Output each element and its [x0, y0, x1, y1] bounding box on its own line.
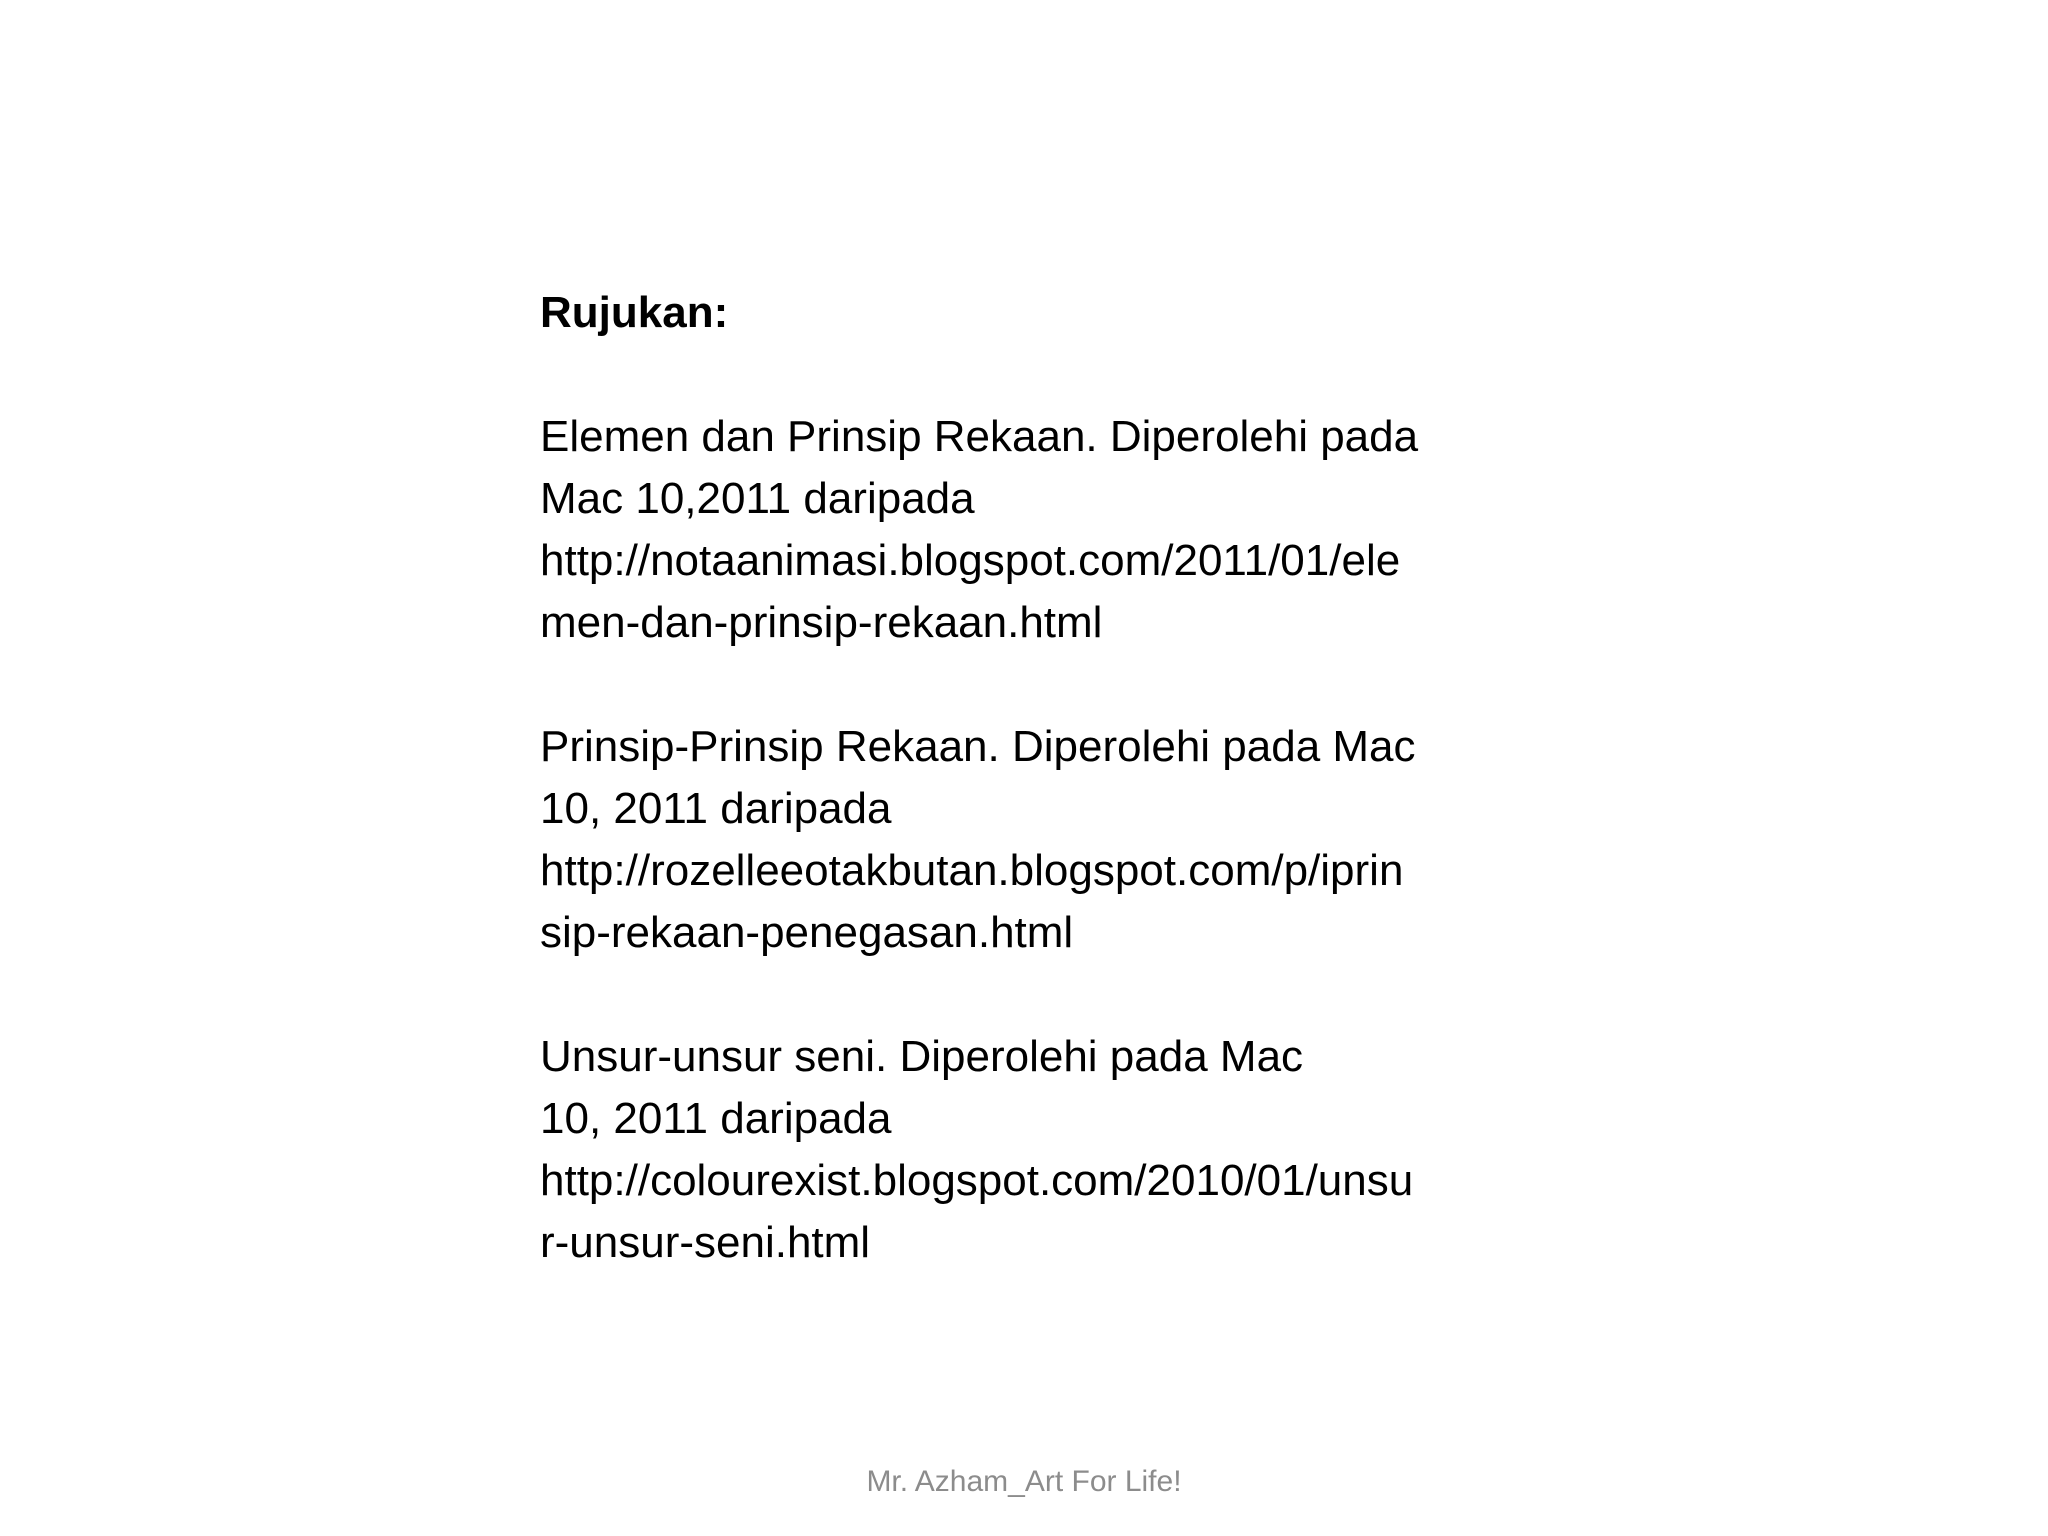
reference-item-1 — [540, 406, 1560, 654]
slide-content — [540, 282, 1560, 1274]
reference-1-url-line-1: http://notaanimasi.blogspot.com/2011/01/ele — [540, 536, 1401, 585]
reference-item-3 — [540, 1026, 1560, 1274]
reference-3-line-1: Unsur-unsur seni. Diperolehi pada Mac — [540, 1032, 1304, 1081]
reference-3-line-2: 10, 2011 daripada — [540, 1094, 892, 1143]
reference-2-line-2: 10, 2011 daripada — [540, 784, 892, 833]
reference-1-url-line-2: men-dan-prinsip-rekaan.html — [540, 598, 1103, 647]
reference-3-url-line-1: http://colourexist.blogspot.com/2010/01/unsu — [540, 1156, 1414, 1205]
reference-2-url-line-2: sip-rekaan-penegasan.html — [540, 908, 1074, 957]
reference-item-2 — [540, 716, 1560, 964]
reference-2-line-1: Prinsip-Prinsip Rekaan. Diperolehi pada Mac — [540, 722, 1416, 771]
reference-2-url-line-1: http://rozelleeotakbutan.blogspot.com/p/iprin — [540, 846, 1404, 895]
slide-footer: Mr. Azham_Art For Life! — [866, 1465, 1182, 1498]
reference-1-line-1: Elemen dan Prinsip Rekaan. Diperolehi pada — [540, 412, 1419, 461]
reference-1-line-2: Mac 10,2011 daripada — [540, 474, 975, 523]
references-heading: Rujukan: — [540, 288, 729, 337]
reference-3-url-line-2: r-unsur-seni.html — [540, 1218, 871, 1267]
